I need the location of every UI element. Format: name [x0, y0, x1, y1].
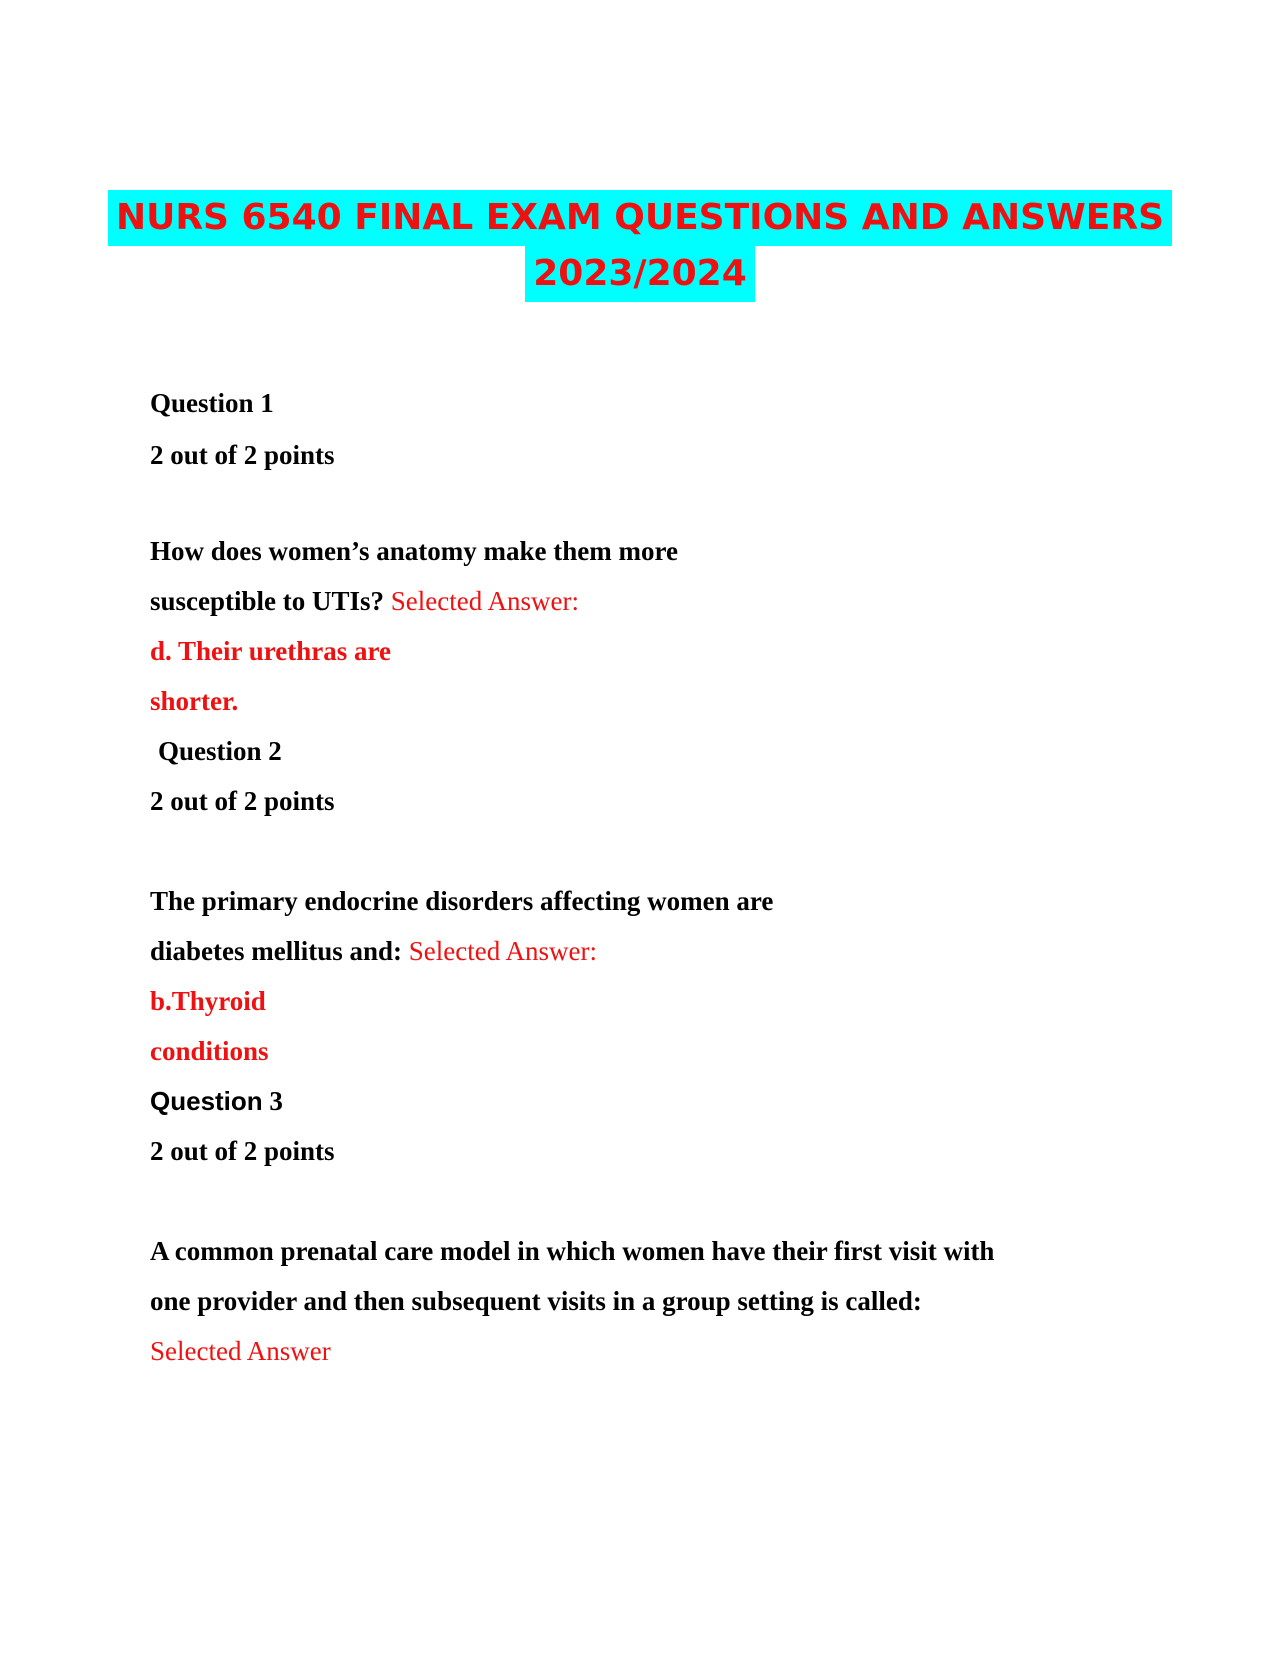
- question-3-heading: [150, 1084, 283, 1118]
- question-2-points: 2 out of 2 points: [150, 786, 335, 816]
- question-2-heading: Question 2: [158, 736, 282, 766]
- question-3-heading-word: Question: [150, 1086, 263, 1116]
- question-1-answer-line-2: shorter.: [150, 686, 239, 716]
- question-2-answer-line-2: conditions: [150, 1036, 269, 1066]
- question-1-selected-label: Selected Answer:: [390, 586, 579, 616]
- question-3-heading-number: 3: [269, 1086, 283, 1116]
- question-1-heading: Question 1: [150, 388, 274, 418]
- question-2-answer-line-1: b.Thyroid: [150, 986, 266, 1016]
- question-2-selected-label: Selected Answer:: [408, 936, 597, 966]
- question-3-points: 2 out of 2 points: [150, 1136, 335, 1166]
- question-3-prompt-line-1: A common prenatal care model in which women have their first visit with: [150, 1236, 995, 1266]
- question-3-selected-label: Selected Answer: [150, 1336, 331, 1366]
- question-3-prompt-line-2: one provider and then subsequent visits in a group setting is called:: [150, 1286, 922, 1316]
- question-2-prompt-line-1: The primary endocrine disorders affecting women are: [150, 886, 774, 916]
- title-line-1: NURS 6540 FINAL EXAM QUESTIONS AND ANSWERS: [108, 190, 1172, 246]
- question-1-prompt-line-1: How does women’s anatomy make them more: [150, 536, 678, 566]
- question-1-answer-line-1: d. Their urethras are: [150, 636, 392, 666]
- document-title: [0, 190, 1280, 302]
- question-2-prompt-text: diabetes mellitus and:: [150, 936, 403, 966]
- title-line-2: 2023/2024: [525, 246, 755, 302]
- question-1-prompt-text: susceptible to UTIs?: [150, 586, 385, 616]
- question-1-prompt-line-2: [150, 584, 579, 618]
- question-2-prompt-line-2: [150, 934, 597, 968]
- question-1-points: 2 out of 2 points: [150, 440, 335, 470]
